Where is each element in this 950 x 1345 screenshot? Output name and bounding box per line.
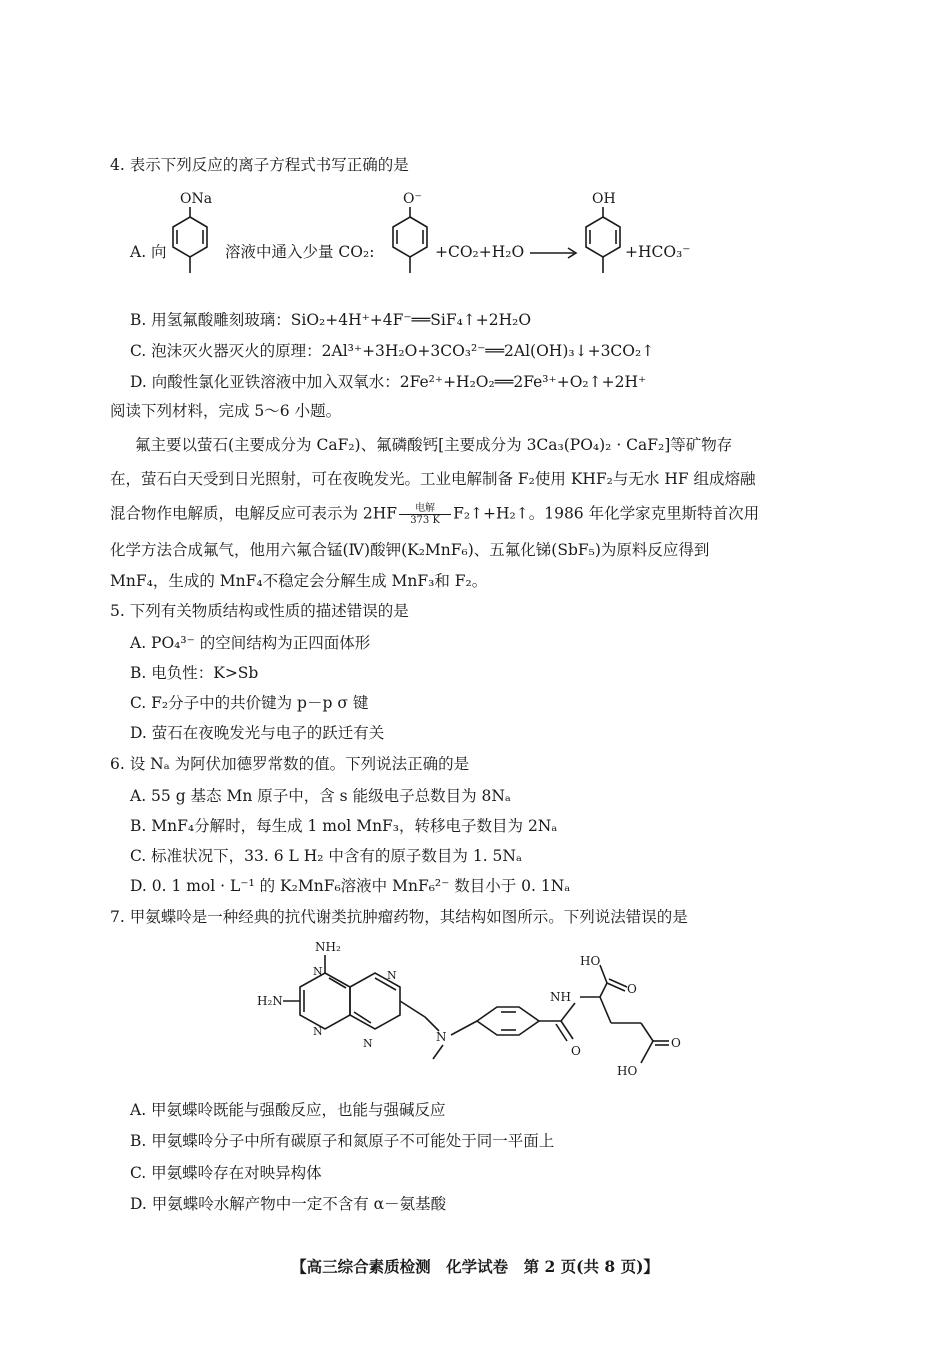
q5-optC: C. F₂分子中的共价键为 p－p σ 键 [130, 694, 369, 712]
q6-stem: 6. 设 Nₐ 为阿伏加德罗常数的值。下列说法正确的是 [110, 755, 470, 773]
label-N2: N [313, 1025, 323, 1038]
q7-stem: 7. 甲氨蝶呤是一种经典的抗代谢类抗肿瘤药物，其结构如图所示。下列说法错误的是 [110, 908, 688, 926]
q5-optA: A. PO₄³⁻ 的空间结构为正四面体形 [130, 634, 371, 652]
q5-optB: B. 电负性：K>Sb [130, 664, 259, 682]
q6-optB: B. MnF₄分解时，每生成 1 mol MnF₃，转移电子数目为 2Nₐ [130, 817, 558, 835]
reading-p3 [110, 503, 759, 526]
condition-bottom: 373 K [410, 515, 440, 526]
q4-optC: C. 泡沫灭火器灭火的原理：2Al³⁺+3H₂O+3CO₃²⁻══2Al(OH)₃↓+3CO₂↑ [130, 342, 655, 360]
q4-optA-prefix: A. 向 [130, 243, 167, 261]
label-O-top: O [627, 982, 637, 996]
label-O-bottom: O [671, 1036, 681, 1050]
label-H2N: H₂N [257, 994, 283, 1008]
q5-stem: 5. 下列有关物质结构或性质的描述错误的是 [110, 602, 409, 620]
q7-optD: D. 甲氨蝶呤水解产物中一定不含有 α－氨基酸 [130, 1195, 447, 1213]
q6-optD: D. 0. 1 mol · L⁻¹ 的 K₂MnF₆溶液中 MnF₆²⁻ 数目小于 0. 1Nₐ [130, 877, 571, 895]
label-amide-O: O [571, 1044, 581, 1058]
q4-optB: B. 用氢氟酸雕刻玻璃：SiO₂+4H⁺+4F⁻══SiF₄↑+2H₂O [130, 311, 532, 329]
reading-p3-b: F₂↑+H₂↑。1986 年化学家克里斯特首次用 [453, 504, 760, 523]
q7-optA: A. 甲氨蝶呤既能与强酸反应，也能与强碱反应 [130, 1101, 446, 1119]
label-NH: NH [550, 990, 571, 1004]
methotrexate-structure [255, 935, 695, 1095]
label-NH2: NH₂ [315, 940, 341, 954]
q4-optA-plus2: +HCO₃⁻ [625, 243, 691, 261]
q7-optC: C. 甲氨蝶呤存在对映异构体 [130, 1164, 322, 1182]
reading-intro: 阅读下列材料，完成 5～6 小题。 [110, 402, 342, 420]
q4-optA-mid: 溶液中通入少量 CO₂: [225, 243, 375, 261]
q5-optD: D. 萤石在夜晚发光与电子的跃迁有关 [130, 724, 385, 742]
reading-p5: MnF₄，生成的 MnF₄不稳定会分解生成 MnF₃和 F₂。 [110, 572, 488, 590]
reading-p1: 氟主要以萤石(主要成分为 CaF₂)、氟磷酸钙[主要成分为 3Ca₃(PO₄)₂ · CaF₂]等矿物存 [135, 436, 733, 454]
reading-p2: 在，萤石白天受到日光照射，可在夜晚发光。工业电解制备 F₂使用 KHF₂与无水 HF 组成熔融 [110, 470, 756, 488]
label-HO-bottom: HO [617, 1064, 638, 1078]
condition-top: 电解 [415, 503, 436, 514]
q7-optB: B. 甲氨蝶呤分子中所有碳原子和氮原子不可能处于同一平面上 [130, 1132, 555, 1150]
label-ONa: ONa [180, 191, 213, 207]
label-N1: N [313, 965, 323, 978]
label-N4: N [363, 1037, 373, 1050]
phenoxide-na-structure [165, 185, 225, 295]
electrolysis-condition [399, 503, 451, 526]
reaction-arrow [530, 246, 580, 260]
q4-optA-plus1: +CO₂+H₂O [435, 243, 525, 261]
reading-p3-a: 混合物作电解质，电解反应可表示为 2HF [110, 504, 398, 523]
q4-stem: 4. 表示下列反应的离子方程式书写正确的是 [110, 156, 409, 174]
label-N3: N [387, 969, 397, 982]
label-N-methyl: N [436, 1030, 447, 1044]
q6-optA: A. 55 g 基态 Mn 原子中，含 s 能级电子总数目为 8Nₐ [130, 787, 511, 805]
q4-optD: D. 向酸性氯化亚铁溶液中加入双氧水：2Fe²⁺+H₂O₂══2Fe³⁺+O₂↑+2H⁺ [130, 373, 647, 391]
reading-p4: 化学方法合成氟气，他用六氟合锰(Ⅳ)酸钾(K₂MnF₆)、五氟化锑(SbF₅)为原料反应得到 [110, 541, 710, 559]
label-HO-top: HO [580, 954, 601, 968]
q6-optC: C. 标准状况下，33. 6 L H₂ 中含有的原子数目为 1. 5Nₐ [130, 847, 522, 865]
page-footer: 【高三综合素质检测 化学试卷 第 2 页(共 8 页)】 [291, 1257, 659, 1276]
cresol-structure [578, 185, 638, 295]
phenoxide-ion-structure [385, 185, 445, 295]
label-OH: OH [592, 191, 616, 207]
label-Ominus: O⁻ [403, 191, 422, 207]
